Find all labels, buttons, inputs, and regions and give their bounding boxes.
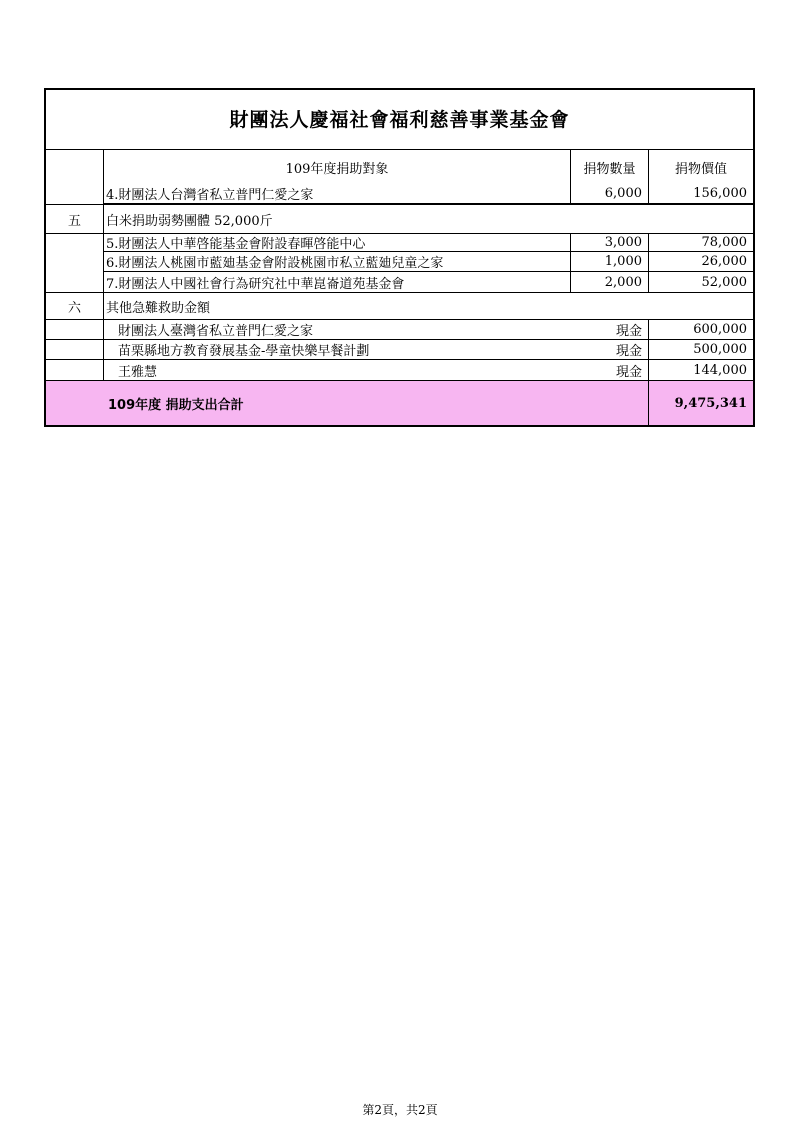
recipient-name: [104, 340, 649, 360]
recipient-name: 5.財團法人中華啓能基金會附設春暉啓能中心: [104, 234, 571, 252]
recipient-name: 6.財團法人桃園市藍廸基金會附設桃園市私立藍廸兒童之家: [104, 252, 571, 272]
index-cell: [46, 360, 104, 380]
index-cell: [46, 234, 104, 252]
quantity-value: 6,000: [571, 184, 649, 204]
table-row: [46, 184, 753, 204]
recipient-name: [104, 320, 649, 340]
donation-value: 26,000: [649, 252, 753, 272]
donation-method: 現金: [615, 344, 642, 359]
recipient-name: [104, 360, 649, 380]
recipient-label: 苗栗縣地方教育發展基金-學童快樂早餐計劃: [118, 344, 370, 359]
table-row: [46, 360, 753, 380]
table-row: [46, 272, 753, 292]
donation-value: 156,000: [649, 184, 753, 204]
donation-method: 現金: [615, 324, 642, 339]
donation-value: 144,000: [693, 362, 747, 378]
donation-value: 52,000: [701, 274, 747, 290]
index-cell: [46, 272, 104, 292]
section-title: 白米捐助弱勢團體 52,000斤: [106, 213, 273, 229]
recipient-header: 109年度捐助對象: [104, 150, 571, 184]
donation-value: 78,000: [649, 234, 753, 252]
index-header-cell: [46, 150, 104, 184]
foundation-title: 財團法人慶福社會福利慈善事業基金會: [46, 90, 753, 150]
value-header: 捐物價值: [674, 161, 727, 177]
total-row: [46, 380, 753, 425]
section-title: 其他急難救助金額: [106, 300, 211, 316]
donation-method: 現金: [615, 364, 642, 380]
table-header: [46, 150, 753, 184]
donation-value: 500,000: [649, 340, 753, 360]
recipient-name: 7.財團法人中國社會行為研究社中華崑崙道苑基金會: [104, 272, 571, 292]
index-cell: [46, 320, 104, 340]
recipient-name: 4.財團法人台灣省私立普門仁愛之家: [104, 184, 571, 204]
section-row: [46, 204, 753, 234]
donation-value: 600,000: [649, 320, 753, 340]
table-row: [46, 320, 753, 340]
total-label: 109年度 捐助支出合計: [46, 381, 649, 425]
quantity-value: 3,000: [571, 234, 649, 252]
quantity-value: 1,000: [571, 252, 649, 272]
table-row: [46, 340, 753, 360]
index-cell: [46, 340, 104, 360]
table-row: [46, 252, 753, 272]
section-index: 六: [46, 293, 104, 319]
recipient-label: 財團法人臺灣省私立普門仁愛之家: [118, 324, 314, 339]
recipient-label: 王雅慧: [118, 364, 158, 380]
donation-table: [44, 88, 755, 427]
total-value: 9,475,341: [674, 395, 747, 411]
quantity-header: 捐物數量: [571, 150, 649, 184]
quantity-value: 2,000: [571, 272, 649, 292]
section-row: [46, 292, 753, 320]
index-cell: [46, 184, 104, 204]
page-number: 第2頁，共2頁: [362, 1103, 438, 1117]
table-row: [46, 234, 753, 252]
index-cell: [46, 252, 104, 272]
section-index: 五: [46, 205, 104, 233]
